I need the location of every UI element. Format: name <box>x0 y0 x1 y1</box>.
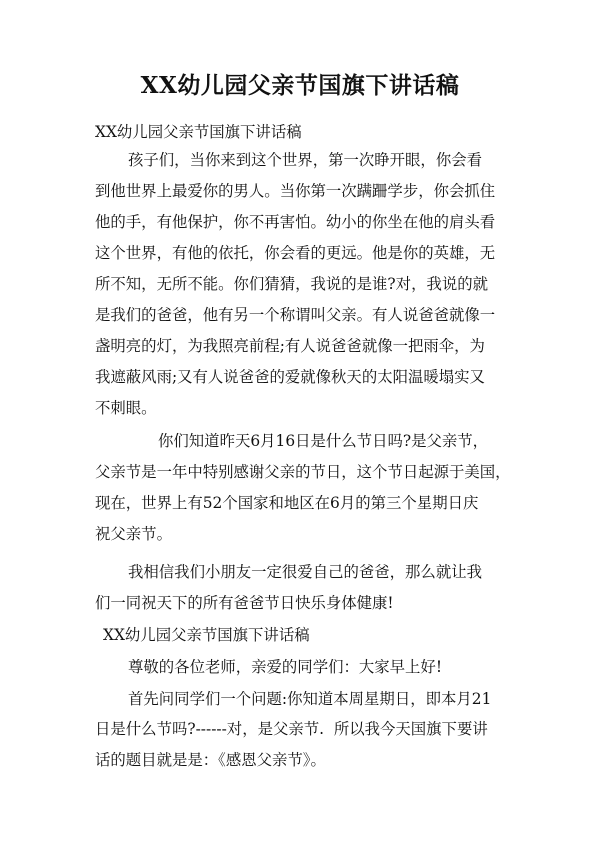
text-line: 首先问同学们一个问题:你知道本周星期日，即本月21 <box>128 690 492 708</box>
subtitle-line: XX幼儿园父亲节国旗下讲话稿 <box>103 626 310 644</box>
text-line: 我遮蔽风雨;又有人说爸爸的爱就像秋天的太阳温暖塌实又 <box>95 368 485 386</box>
text-line: 我相信我们小朋友一定很爱自己的爸爸，那么就让我 <box>128 563 482 581</box>
text-line: 孩子们，当你来到这个世界，第一次睁开眼，你会看 <box>128 151 482 169</box>
text-line: 们一同祝天下的所有爸爸节日快乐身体健康! <box>95 594 394 612</box>
text-line: 你们知道昨天6月16日是什么节日吗?是父亲节， <box>158 432 489 450</box>
text-line: 到他世界上最爱你的男人。当你第一次蹒跚学步，你会抓住 <box>95 182 496 200</box>
text-line: 不刺眼。 <box>95 399 157 417</box>
text-line: 现在，世界上有52个国家和地区在6月的第三个星期日庆 <box>95 494 479 512</box>
text-line: 尊敬的各位老师，亲爱的同学们：大家早上好! <box>128 658 442 676</box>
text-line: 所不知，无所不能。你们猜猜，我说的是谁?对，我说的就 <box>95 275 489 293</box>
text-line: 是我们的爸爸，他有另一个称谓叫父亲。有人说爸爸就像一 <box>95 306 496 324</box>
text-line: 父亲节是一年中特别感谢父亲的节日，这个节日起源于美国， <box>95 463 511 481</box>
subtitle-line: XX幼儿园父亲节国旗下讲话稿 <box>95 123 302 141</box>
text-line: 盏明亮的灯，为我照亮前程;有人说爸爸就像一把雨伞，为 <box>95 337 485 355</box>
text-line: 他的手，有他保护，你不再害怕。幼小的你坐在他的肩头看 <box>95 213 496 231</box>
text-line: 这个世界，有他的依托，你会看的更远。他是你的英雄，无 <box>95 244 496 262</box>
text-line: 话的题目就是是：《感恩父亲节》。 <box>95 751 326 769</box>
document-title: XX幼儿园父亲节国旗下讲话稿 <box>140 72 460 99</box>
text-line: 日是什么节吗?------对，是父亲节. 所以我今天国旗下要讲 <box>95 720 488 738</box>
text-line: 祝父亲节。 <box>95 525 172 543</box>
